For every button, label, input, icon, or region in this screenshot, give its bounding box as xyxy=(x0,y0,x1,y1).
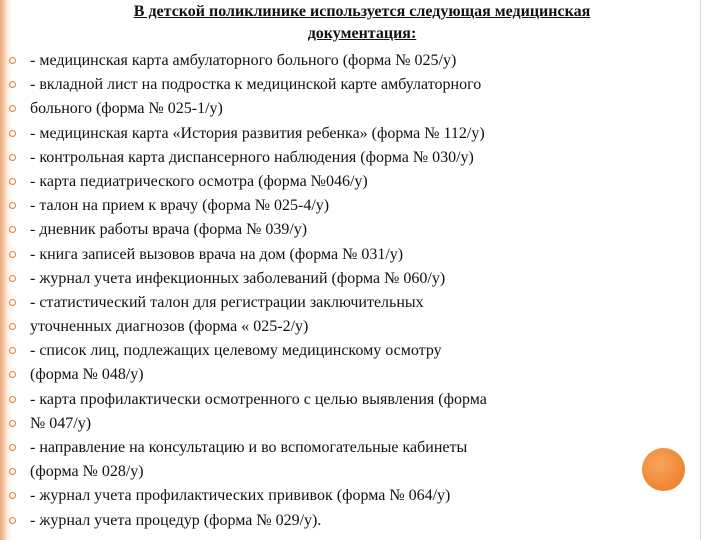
list-item-text: - журнал учета инфекционных заболеваний (форма № 060/у) xyxy=(30,269,446,287)
list-item-text: - талон на прием к врачу (форма № 025-4/у) xyxy=(30,197,330,215)
bullet-ring-icon xyxy=(9,444,16,451)
bullet-ring-icon xyxy=(9,299,16,306)
list-item-text: - книга записей вызовов врача на дом (форма № 031/у) xyxy=(30,245,404,263)
list-item-text: - статистический талон для регистрации заключительных xyxy=(30,293,424,311)
bullet-ring-icon xyxy=(9,323,16,330)
list-item-text: (форма № 028/у) xyxy=(30,463,144,481)
decorative-orange-circle xyxy=(642,448,685,491)
list-item-text: № 047/у) xyxy=(30,414,92,432)
bullet-ring-icon xyxy=(9,178,16,185)
bullet-ring-icon xyxy=(9,275,16,282)
list-item-text: - направление на консультацию и во вспомогательные кабинеты xyxy=(30,439,468,456)
slide-title xyxy=(52,1,672,45)
slide-title-line-1: В детской поликлинике используется следующая медицинская xyxy=(133,3,591,20)
list-item-text: - журнал учета профилактических прививок (форма № 064/у) xyxy=(30,487,451,505)
list-item-text: - журнал учета процедур (форма № 029/у). xyxy=(30,511,322,529)
list-item-text: - вкладной лист на подростка к медицинской карте амбулаторного xyxy=(30,76,482,94)
list-item-text: - медицинская карта «История развития ребенка» (форма № 112/у) xyxy=(30,124,485,142)
slide-title-line-2: документация: xyxy=(307,25,417,42)
list-item-text: - медицинская карта амбулаторного больного (форма № 025/у) xyxy=(30,52,457,69)
bullet-ring-icon xyxy=(9,130,16,137)
bullet-ring-icon xyxy=(9,420,16,427)
list-item-text: (форма № 048/у) xyxy=(30,366,144,384)
bullet-ring-icon xyxy=(9,251,16,258)
bullet-ring-icon xyxy=(9,154,16,161)
list-item-text: уточненных диагнозов (форма « 025-2/у) xyxy=(30,318,309,336)
list-item-text: больного (форма № 025-1/у) xyxy=(30,100,223,118)
list-item-text: - список лиц, подлежащих целевому медицинскому осмотру xyxy=(30,342,442,360)
list-item-text: - дневник работы врача (форма № 039/у) xyxy=(30,221,308,239)
list-item-text: - карта профилактически осмотренного с целью выявления (форма xyxy=(30,390,487,408)
list-item-text: - контрольная карта диспансерного наблюдения (форма № 030/у) xyxy=(30,148,474,166)
left-accent-bar xyxy=(0,0,7,540)
bullet-ring-icon xyxy=(9,57,16,64)
bullet-ring-icon xyxy=(9,396,16,403)
list-item-text: - карта педиатрического осмотра (форма №046/у) xyxy=(30,172,368,190)
bullet-ring-icon xyxy=(9,517,16,524)
